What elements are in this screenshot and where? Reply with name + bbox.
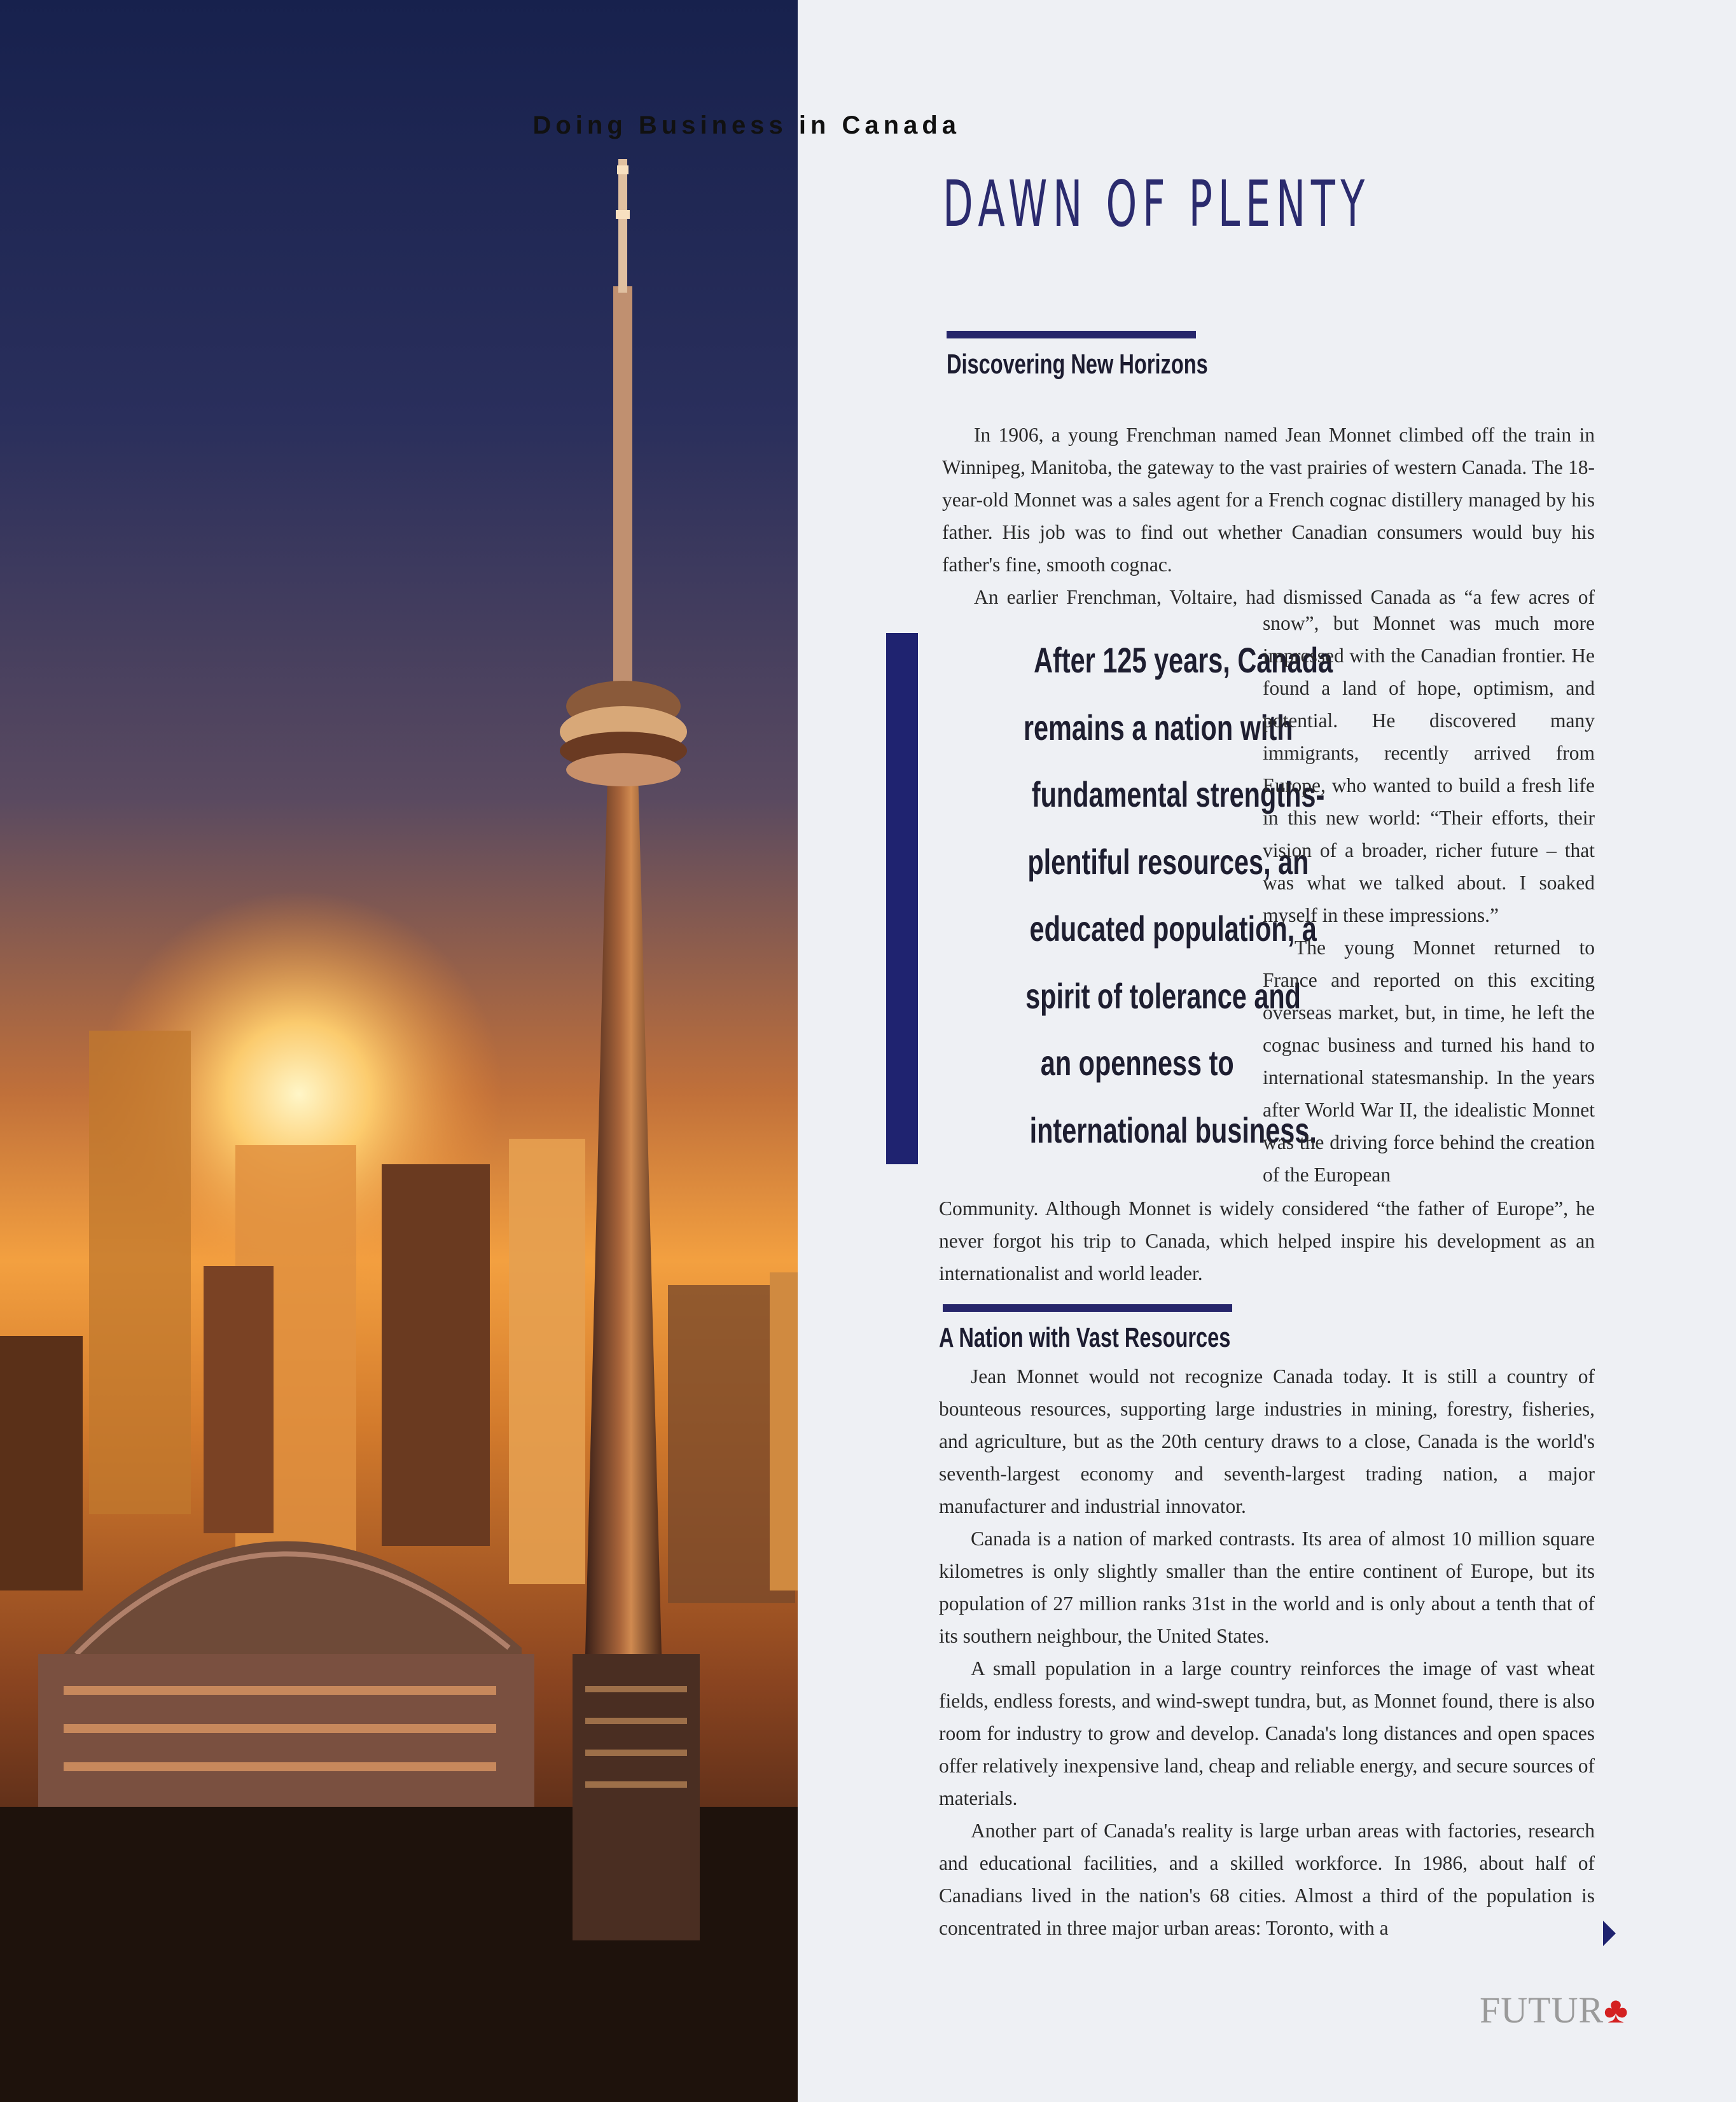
- pull-quote-line: fundamental strengths-: [1031, 774, 1325, 814]
- continue-arrow-icon: [1603, 1921, 1616, 1946]
- skyline-illustration: [0, 0, 798, 2102]
- maple-leaf-icon: ♣: [1604, 1989, 1629, 2031]
- paragraph: Another part of Canada's reality is large urban areas with factories, research and educational facilities, and a skilled workforce. In 1986, about half of Canadians lived in the nation's 68 cities. Almost a third of the population is concentrated in three major urban areas: Toronto, with a: [939, 1820, 1595, 1939]
- paragraph-tail: [939, 1192, 1595, 1290]
- paragraph: Canada is a nation of marked contrasts. Its area of almost 10 million square kilometres is only slightly smaller than the entire continent of Europe, but its population of 27 million ranks 31st in the world and is only about a tenth that of its southern neighbour, the United States.: [939, 1528, 1595, 1647]
- pull-quote-line: educated population, a: [1029, 908, 1317, 949]
- pull-quote-line: After 125 years, Canada: [1034, 640, 1333, 680]
- intro-paragraphs: [942, 419, 1595, 613]
- wrapped-column: [1263, 607, 1595, 1191]
- section-rule: [947, 331, 1196, 338]
- paragraph: Jean Monnet would not recognize Canada today. It is still a country of bounteous resources, supporting large industries in mining, forestry, fisheries, and agriculture, but as the 20th century draws to a close, Canada is the world's seventh-largest economy and seventh-largest trading nation, a major manufacturer and industrial innovator.: [939, 1365, 1595, 1517]
- paragraph: A small population in a large country reinforces the image of vast wheat fields, endless forests, and wind-swept tundra, but, as Monnet found, there is also room for industry to grow and develop. Canada's long distances and open spaces offer relatively inexpensive land, cheap and reliable energy, and secure sources of materials.: [939, 1657, 1595, 1809]
- paragraph: Community. Although Monnet is widely considered “the father of Europe”, he never forgot his trip to Canada, which helped inspire his development as an internationalist and world leader.: [939, 1197, 1595, 1284]
- section-heading: Discovering New Horizons: [947, 349, 1208, 380]
- pull-quote-line: international business.: [1029, 1110, 1317, 1150]
- cn-tower-photo: [0, 0, 798, 2102]
- paragraph: In 1906, a young Frenchman named Jean Monnet climbed off the train in Winnipeg, Manitoba, the gateway to the vast prairies of western Canada. The 18-year-old Monnet was a sales agent for a French cognac distillery managed by his father. His job was to find out whether Canadian consumers would buy his father's fine, smooth cognac.: [942, 424, 1595, 576]
- paragraph: The young Monnet returned to France and reported on this exciting overseas market, but, in time, he left the cognac business and turned his hand to international statesmanship. In the years after World War II, the idealistic Monnet was the driving force behind the creation of the European: [1263, 936, 1595, 1186]
- section-heading: A Nation with Vast Resources: [939, 1322, 1231, 1353]
- pull-quote-line: plentiful resources, an: [1027, 841, 1309, 882]
- pull-quote-line: spirit of tolerance and: [1025, 975, 1301, 1016]
- pull-quote: [929, 627, 1333, 1164]
- pull-quote-line: remains a nation with: [1023, 707, 1293, 748]
- futur-logo: FUTUR♣: [1480, 1989, 1629, 2031]
- page-title: DAWN OF PLENTY: [943, 167, 1370, 241]
- paragraph-lead: An earlier Frenchman, Voltaire, had dismissed Canada as “a few acres of: [974, 586, 1595, 608]
- pull-quote-line: an openness to: [1041, 1043, 1234, 1083]
- series-title: Doing Business in Canada: [532, 111, 961, 139]
- section-paragraphs: [939, 1360, 1595, 1944]
- section-rule: [943, 1304, 1232, 1312]
- pull-quote-bar: [886, 633, 918, 1164]
- paragraph: snow”, but Monnet was much more impressed with the Canadian frontier. He found a land of hope, optimism, and potential. He discovered many immigrants, recently arrived from Europe, who wanted to build a fresh life in this new world: “Their efforts, their vision of a broader, richer future – that was what we talked about. I soaked myself in these impressions.”: [1263, 612, 1595, 926]
